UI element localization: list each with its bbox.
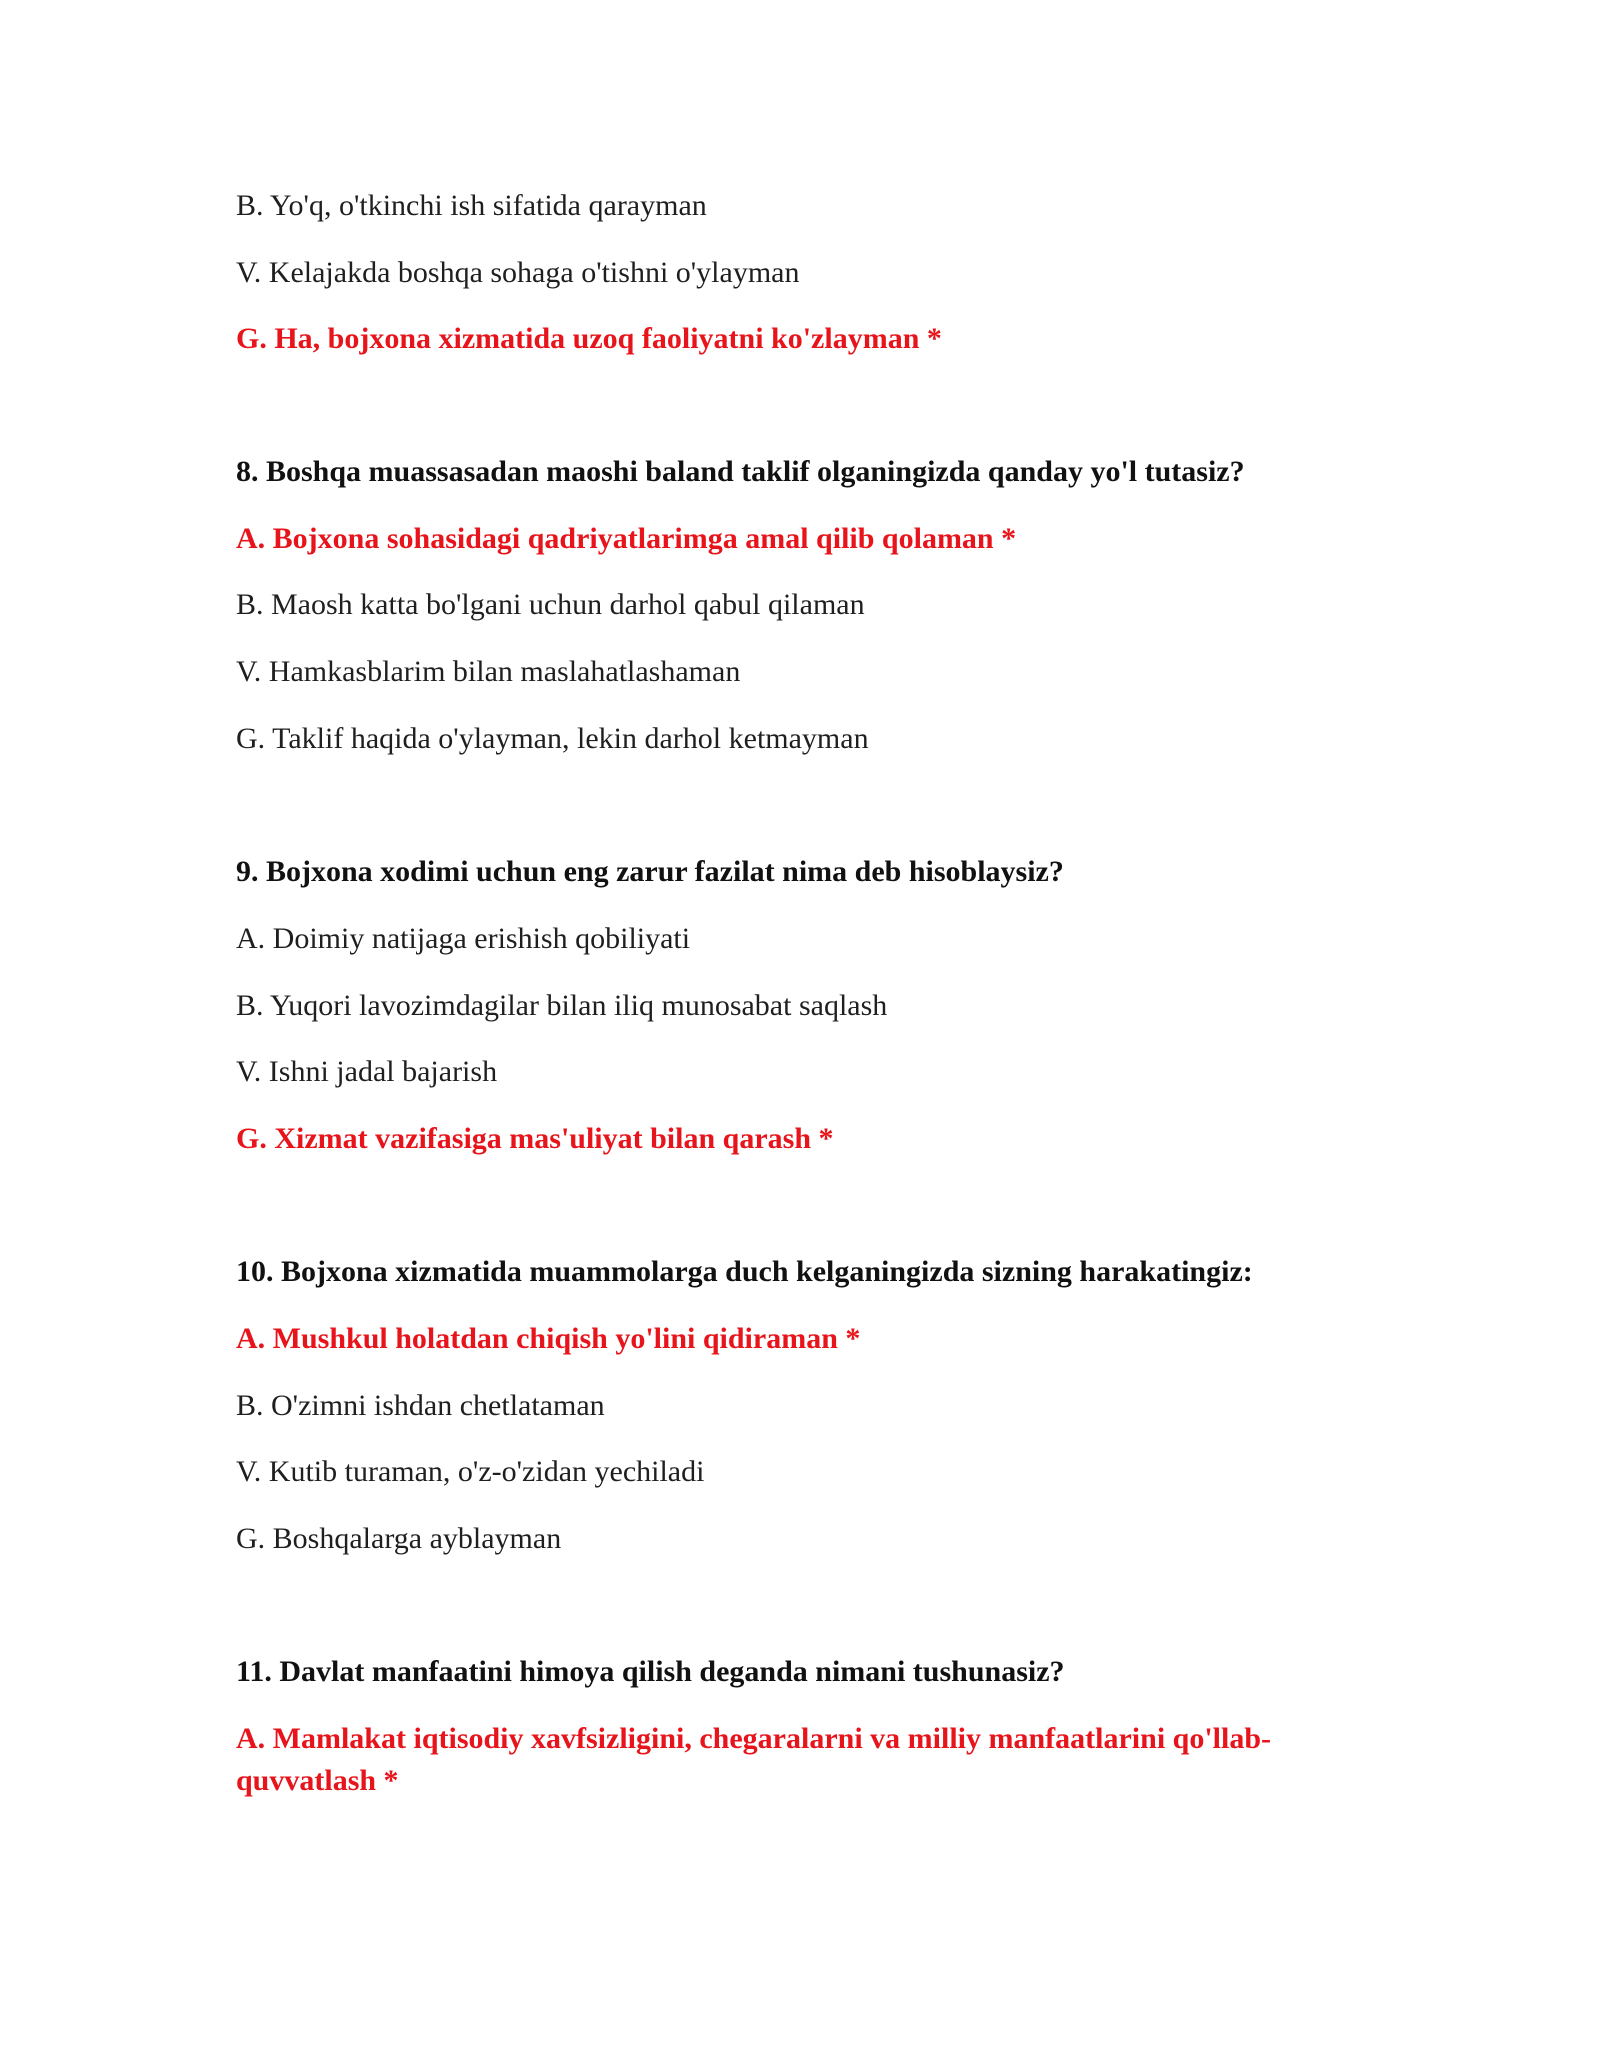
q9-option-v: V. Ishni jadal bajarish <box>236 1055 498 1088</box>
q10-option-a-correct: A. Mushkul holatdan chiqish yo'lini qidiraman * <box>236 1322 861 1355</box>
q10-option-v: V. Kutib turaman, o'z-o'zidan yechiladi <box>236 1455 705 1488</box>
q10-question: 10. Bojxona xizmatida muammolarga duch kelganingizda sizning harakatingiz: <box>236 1255 1253 1288</box>
q9-option-a: A. Doimiy natijaga erishish qobiliyati <box>236 922 691 955</box>
q9-question: 9. Bojxona xodimi uchun eng zarur fazilat nima deb hisoblaysiz? <box>236 855 1064 888</box>
q9-option-b: B. Yuqori lavozimdagilar bilan iliq munosabat saqlash <box>236 989 888 1022</box>
q11-option-a-correct: A. Mamlakat iqtisodiy xavfsizligini, chegaralarni va milliy manfaatlarini qo'llab-quvvatlash * <box>236 1722 1272 1797</box>
q7-option-b: B. Yo'q, o'tkinchi ish sifatida qarayman <box>236 189 707 222</box>
q9-option-g-correct: G. Xizmat vazifasiga mas'uliyat bilan qarash * <box>236 1122 834 1155</box>
q10-option-b: B. O'zimni ishdan chetlataman <box>236 1389 605 1422</box>
q8-option-g: G. Taklif haqida o'ylayman, lekin darhol ketmayman <box>236 722 869 755</box>
q11-question: 11. Davlat manfaatini himoya qilish deganda nimani tushunasiz? <box>236 1655 1065 1688</box>
q7-option-v: V. Kelajakda boshqa sohaga o'tishni o'ylayman <box>236 256 800 289</box>
q8-question: 8. Boshqa muassasadan maoshi baland taklif olganingizda qanday yo'l tutasiz? <box>236 455 1245 488</box>
q10-option-g: G. Boshqalarga ayblayman <box>236 1522 562 1555</box>
q8-option-a-correct: A. Bojxona sohasidagi qadriyatlarimga amal qilib qolaman * <box>236 522 1017 555</box>
q8-option-v: V. Hamkasblarim bilan maslahatlashaman <box>236 655 741 688</box>
q8-option-b: B. Maosh katta bo'lgani uchun darhol qabul qilaman <box>236 588 865 621</box>
q7-option-g-correct: G. Ha, bojxona xizmatida uzoq faoliyatni ko'zlayman * <box>236 322 942 355</box>
